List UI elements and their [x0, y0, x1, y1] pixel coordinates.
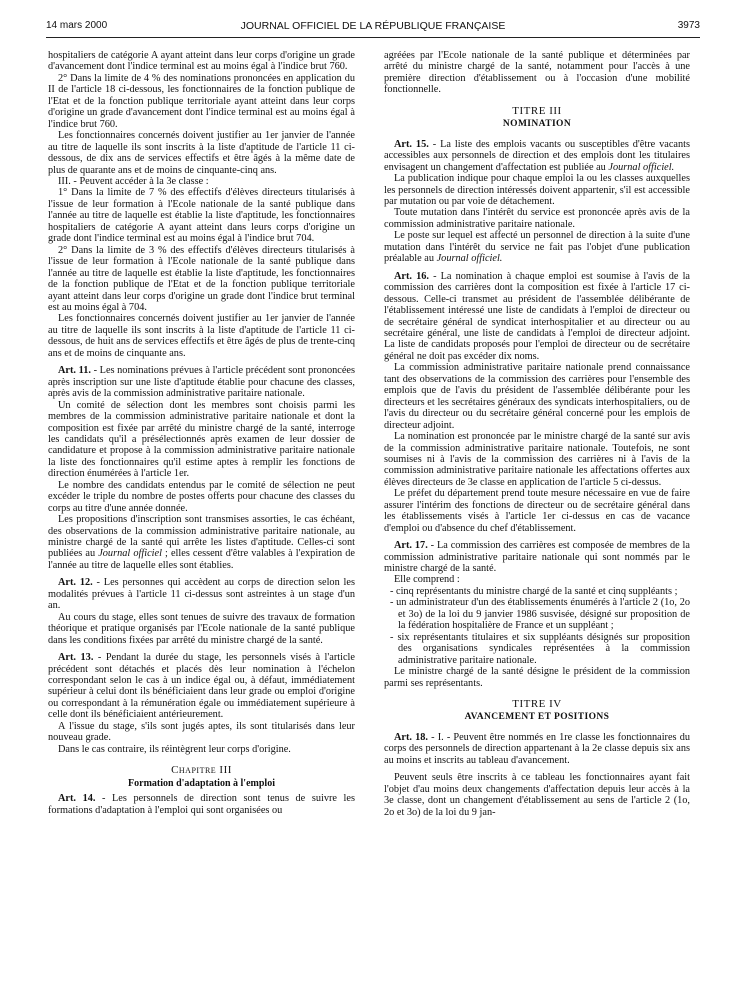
- list-item: - cinq représentants du ministre chargé de la santé et cinq suppléants ;: [390, 585, 678, 597]
- list-item: - six représentants titulaires et six suppléants désignés sur proposition des organisations syndicales représentées à la commission administrative paritaire nationale.: [390, 631, 690, 666]
- header-rule: [46, 37, 700, 38]
- paragraph: Le préfet du département prend toute mesure nécessaire en vue de faire assurer l'intérim des fonctions de directeur ou de secrétaire général dans les établissements visés à l'article 1er ci-dessus en cas de vacance d'emploi ou d'absence du chef d'établissement.: [384, 488, 690, 534]
- paragraph: III. - Peuvent accéder à la 3e classe :: [58, 175, 209, 187]
- paragraph: Les propositions d'inscription sont transmises assorties, le cas échéant, des observations de la commission administrative paritaire nationale, au ministre chargé de la santé qui arrête les listes d'aptitude. Celles-ci sont publiées au Journal officiel ; elles cessent d'être valables à l'expiration de l'année au titre de laquelle elles sont établies.: [48, 514, 356, 571]
- right-column: [384, 50, 690, 818]
- issue-date: 14 mars 2000: [46, 20, 108, 31]
- paragraph: hospitaliers de catégorie A ayant atteint dans leur corps d'origine un grade d'avancement dont l'indice terminal est au moins égal à l'indice brut 760.: [48, 50, 355, 73]
- title-heading: TITRE IV: [512, 698, 562, 711]
- article-label: Art. 14.: [58, 793, 96, 805]
- title-subheading: NOMINATION: [502, 119, 572, 130]
- article-11: Art. 11. - Les nominations prévues à l'article précédent sont prononcées après inscription sur une liste d'aptitude établie pour chacune des classes, après avis de la commission administrative paritaire nationale.: [48, 365, 355, 400]
- article-label: Art. 18.: [394, 731, 429, 743]
- paragraph: La publication indique pour chaque emploi la ou les classes auxquelles les personnels de direction intéressés doivent appartenir, s'il est accessible par mutation ou par voie de détachement.: [384, 173, 690, 207]
- article-label: Art. 13.: [58, 652, 94, 664]
- paragraph: Les fonctionnaires concernés doivent justifier au 1er janvier de l'année au titre de laquelle ils sont inscrits à la liste d'aptitude de l'article 11 ci-dessous, de dix ans de services effectifs et être âgés à la même date de plus de quarante ans et de moins de cinquante-cinq ans.: [48, 130, 355, 176]
- article-17: Art. 17. - La commission des carrières est composée de membres de la commission administrative paritaire nationale qui sont nommés par le ministre chargé de la santé.: [384, 540, 690, 575]
- page-number: 3973: [677, 20, 700, 31]
- list-item: - un administrateur d'un des établissements énumérés à l'article 2 (1o, 2o et 3o) de la loi du 9 janvier 1986 susvisée, désigné sur proposition de la fédération hospitalière de France et un suppléant ;: [390, 597, 690, 632]
- article-13: Art. 13. - Pendant la durée du stage, les personnels visés à l'article précédent sont détachés et placés dès leur nomination à l'échelon correspondant selon le cas à un indice égal ou, à défaut, immédiatement supérieur à celui dont ils bénéficiaient dans leur grade ou emploi d'origine ou correspondant à la rémunération égale ou immédiatement supérieure à celle dont ils bénéficiaient antérieurement.: [48, 652, 355, 721]
- paragraph: Au cours du stage, elles sont tenues de suivre des travaux de formation théorique et pratique organisés par l'Ecole nationale de la santé publique dans les conditions fixées par arrêté du ministre chargé de la santé.: [48, 611, 355, 646]
- article-16: Art. 16. - La nomination à chaque emploi est soumise à l'avis de la commission des carrières dont la composition est fixée à l'article 17 ci-dessous. Celle-ci transmet au président de l'assemblée délibérante de l'établissement intéressé une liste de candidats à l'emploi de directeur ou de secrétaire général de syndicat interhospitalier et au directeur ou au secrétaire général, une liste de candidats à l'emploi de directeur adjoint. La liste de candidats proposés pour l'emploi de directeur ou de secrétaire général ne doit pas excéder dix noms.: [384, 270, 690, 362]
- paragraph: Le poste sur lequel est affecté un personnel de direction à la suite d'une mutation dans l'intérêt du service ne fait pas l'objet d'une publication préalable au Journal officiel.: [384, 230, 690, 265]
- paragraph: Les fonctionnaires concernés doivent justifier au 1er janvier de l'année au titre de laquelle ils sont inscrits à la liste d'aptitude de l'article 11 ci-dessous, de huit ans de services effectifs et être âgés de plus de trente-cinq ans et de moins de cinquante ans.: [48, 313, 355, 359]
- article-14: Art. 14. - Les personnels de direction sont tenus de suivre les formations d'adaptation à l'emploi qui sont organisées ou: [48, 793, 355, 816]
- paragraph: 1° Dans la limite de 7 % des effectifs d'élèves directeurs titularisés à l'issue de leur formation à l'Ecole nationale de la santé publique dans l'année au titre de laquelle est établie la liste d'aptitude, les fonctionnaires hospitaliers de catégorie A ayant atteint dans leurs corps d'origine un grade dont l'indice terminal est au moins égal à l'indice brut 704.: [48, 187, 355, 245]
- paragraph: Le nombre des candidats entendus par le comité de sélection ne peut excéder le triple du nombre de postes offerts pour chacune des classes du corps au titre d'une année donnée.: [48, 479, 355, 514]
- paragraph: Dans le cas contraire, ils réintègrent leur corps d'origine.: [58, 743, 291, 755]
- paragraph: Elle comprend :: [394, 574, 460, 586]
- article-18: Art. 18. - I. - Peuvent être nommés en 1re classe les fonctionnaires du corps des personnels de direction appartenant à la 2e classe depuis six ans au moins et inscrits au tableau d'avancement.: [384, 731, 690, 766]
- article-label: Art. 11.: [58, 365, 91, 377]
- article-label: Art. 15.: [394, 138, 429, 150]
- chapter-heading: Chapitre III: [171, 764, 232, 777]
- paragraph: agréées par l'Ecole nationale de la santé publique et déterminées par arrêté du ministre chargé de la santé, notamment pour l'accès à une première direction d'établissement ou à l'occasion d'une mobilité fonctionnelle.: [384, 50, 690, 96]
- article-12: Art. 12. - Les personnes qui accèdent au corps de direction selon les modalités prévues à l'article 11 ci-dessus sont astreintes à un stage d'un an.: [48, 577, 355, 612]
- chapter-subheading: Formation d'adaptation à l'emploi: [128, 777, 275, 789]
- article-label: Art. 12.: [58, 577, 93, 589]
- left-column: [48, 50, 355, 816]
- paragraph: Un comité de sélection dont les membres sont choisis parmi les membres de la commission administrative paritaire nationale et dont la composition est fixée par arrêté du ministre chargé de la santé, interroge les candidats qu'il a présélectionnés après examen de leur dossier de candidature et propose à la commission administrative paritaire nationale la liste des fonctionnaires qu'il estime aptes à remplir les fonctions de direction énumérées à l'article 1er.: [48, 399, 355, 480]
- paragraph: Le ministre chargé de la santé désigne le président de la commission parmi ses représentants.: [384, 666, 690, 689]
- journal-title: JOURNAL OFFICIEL DE LA RÉPUBLIQUE FRANÇAISE: [240, 20, 506, 32]
- article-label: Art. 16.: [394, 270, 429, 282]
- paragraph: La nomination est prononcée par le ministre chargé de la santé sur avis de la commission administrative paritaire nationale. Toutefois, ne sont soumises ni à l'avis de la commission des carrières ni à l'avis de la commission administrative paritaire nationale les affectations offertes aux élèves directeurs de 3e classe en application de l'article 5 ci-dessus.: [384, 431, 690, 488]
- paragraph: 2° Dans la limite de 4 % des nominations prononcées en application du II de l'article 18 ci-dessous, les fonctionnaires de la fonction publique de l'Etat et de la fonction publique territoriale ayant atteint dans leur corps d'origine un grade d'avancement dont l'indice terminal est au moins égal à l'indice brut 760.: [48, 72, 355, 130]
- paragraph: Peuvent seuls être inscrits à ce tableau les fonctionnaires ayant fait l'objet d'au moins deux changements d'affectation depuis leur accès à la 3e classe, dont un changement d'établissement au sens de l'article 2 (1o, 2o et 3o) de la loi du 9 jan-: [384, 772, 690, 818]
- paragraph: La commission administrative paritaire nationale prend connaissance tant des observations de la commission des carrières pour l'ensemble des emplois que de l'avis du président de l'assemblée délibérante pour les directeurs et les secrétaires généraux des syndicats interhospitaliers, ou de l'avis du directeur ou du secrétaire général concerné pour les emplois de directeur adjoint.: [384, 362, 690, 431]
- title-subheading: AVANCEMENT ET POSITIONS: [464, 712, 610, 723]
- paragraph: A l'issue du stage, s'ils sont jugés aptes, ils sont titularisés dans leur nouveau grade.: [48, 720, 355, 744]
- paragraph: 2° Dans la limite de 3 % des effectifs d'élèves directeurs titularisés à l'issue de leur formation à l'Ecole nationale de la santé publique dans l'année au titre de laquelle est établie la liste d'aptitude, les fonctionnaires de la fonction publique de l'Etat et de la fonction publique territoriale ayant atteint dans leur corps d'origine un grade dont l'indice brut terminal est au moins égal à 704.: [48, 244, 355, 313]
- page-header: [46, 20, 700, 36]
- paragraph: Toute mutation dans l'intérêt du service est prononcée après avis de la commission administrative paritaire nationale.: [384, 207, 690, 230]
- article-15: Art. 15. - La liste des emplois vacants ou susceptibles d'être vacants accessibles aux personnels de direction et des emplois dont les titulaires envisagent un changement d'affectation est publiée au Journal officiel.: [384, 138, 690, 173]
- article-label: Art. 17.: [394, 540, 428, 552]
- title-heading: TITRE III: [512, 104, 562, 117]
